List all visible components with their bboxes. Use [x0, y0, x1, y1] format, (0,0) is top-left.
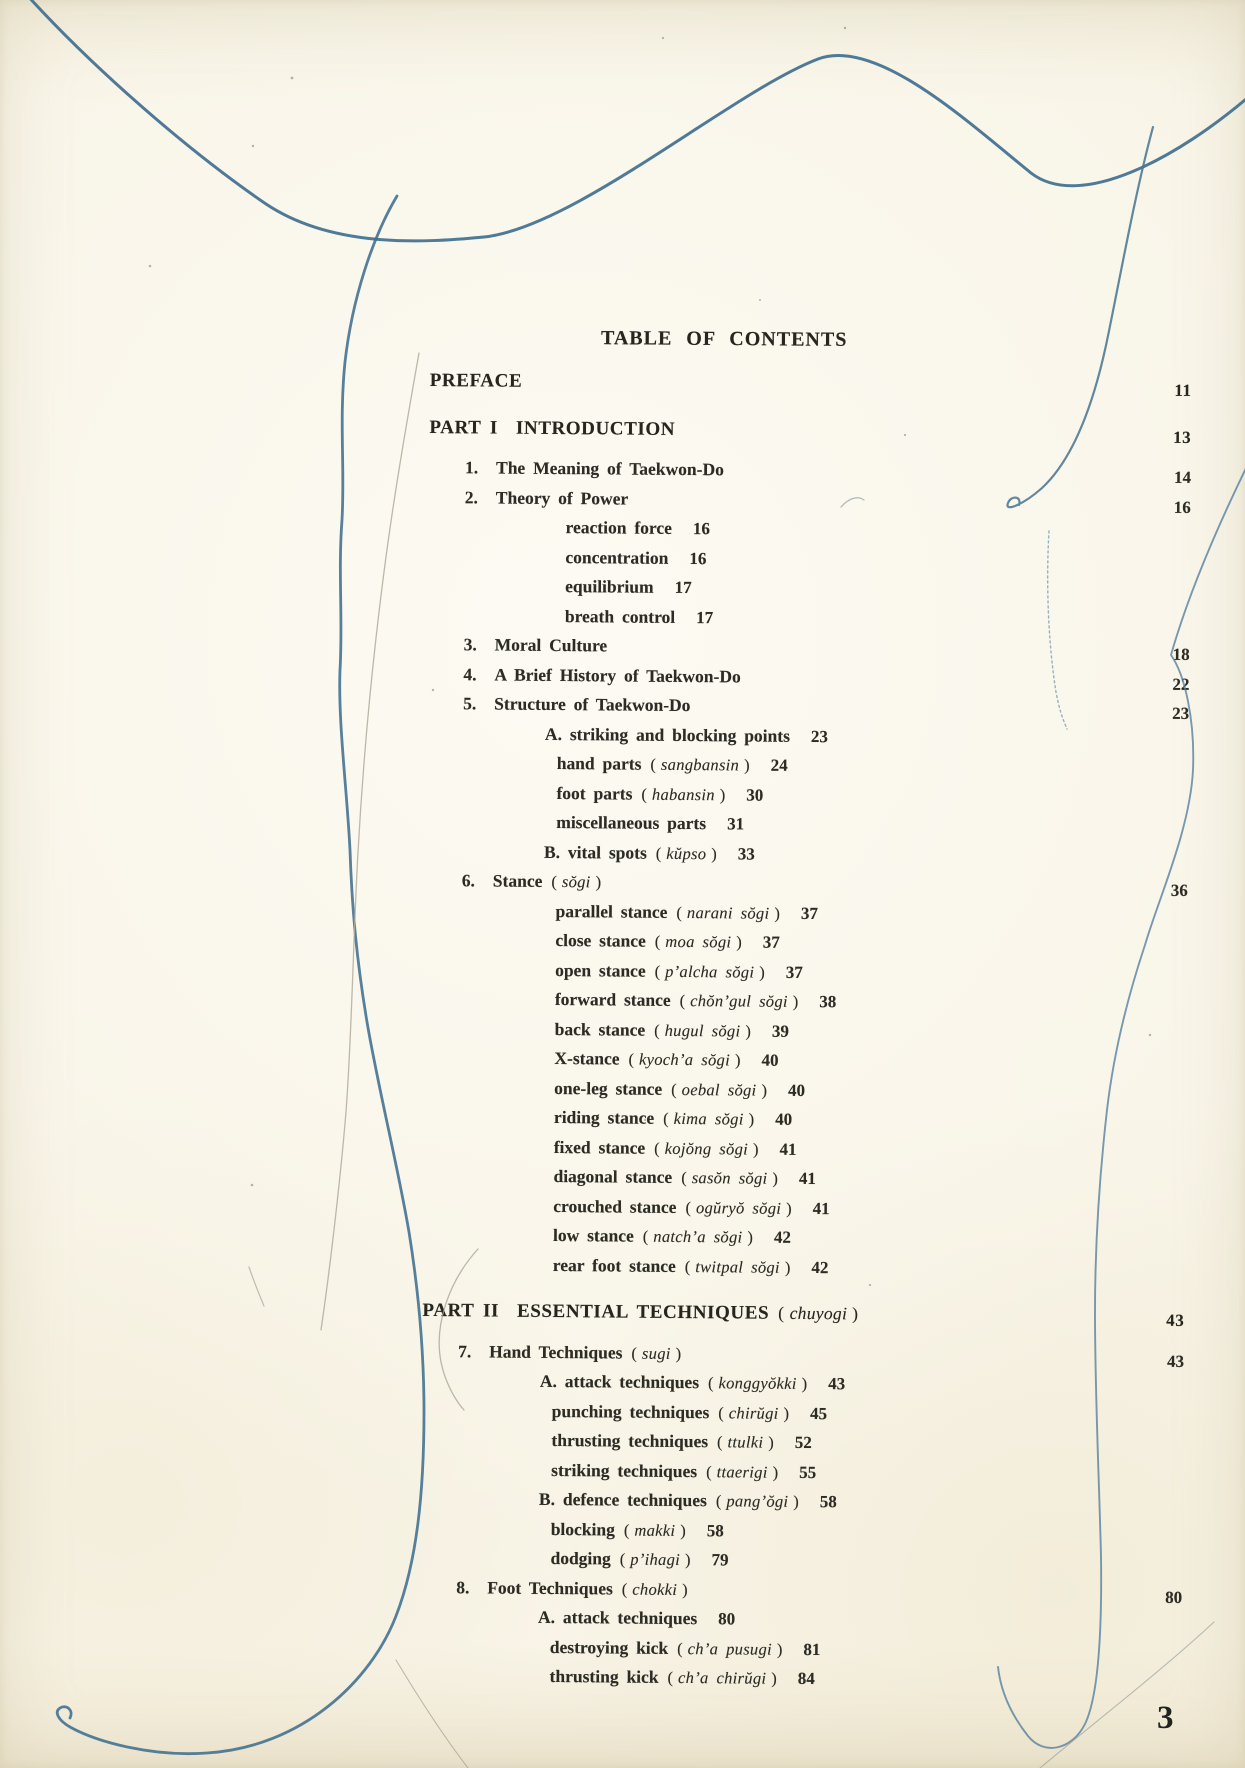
toc-row-number: 5. [463, 693, 477, 714]
toc-row-label-2: INTRODUCTION [515, 417, 676, 440]
toc-row-page-margin: 22 [1172, 674, 1190, 694]
toc-row-page-inline: 37 [762, 932, 780, 952]
toc-row-term-text: ogŭryŏ sŏgi [695, 1197, 782, 1218]
toc-row-page-inline: 55 [799, 1462, 817, 1482]
toc-row-label: A. attack techniques [539, 1370, 700, 1393]
open-paren: ( [684, 1256, 691, 1276]
toc-row-term [641, 784, 725, 804]
toc-row-label: diagonal stance [553, 1165, 673, 1187]
toc-row [423, 1249, 1185, 1284]
toc-row-page-inline: 41 [812, 1198, 830, 1218]
toc-row-number: 6. [461, 870, 476, 891]
toc-row-label: riding stance [553, 1106, 655, 1128]
toc-row-term [778, 1303, 859, 1324]
pencil-tick-left [249, 1267, 264, 1306]
toc-row-label: open stance [555, 959, 646, 981]
toc-row-label: breath control [564, 605, 676, 627]
toc-row-page-inline: 52 [794, 1432, 812, 1453]
toc-row-label: A. striking and blocking points [544, 723, 791, 746]
close-paren: ) [786, 1198, 792, 1218]
toc-row-page-margin: 23 [1172, 703, 1190, 723]
toc-row-label: back stance [554, 1018, 646, 1040]
toc-row-label: dodging [550, 1547, 611, 1569]
toc-row-page-margin: 80 [1165, 1587, 1183, 1607]
toc-row-label: foot parts [556, 782, 633, 804]
toc-row-term [655, 961, 765, 981]
close-paren: ) [759, 962, 765, 982]
toc-row-term [706, 1462, 778, 1482]
toc-row-term [677, 1638, 782, 1658]
close-paren: ) [685, 1550, 691, 1570]
toc-row-term [717, 1432, 774, 1451]
toc-row-term [551, 872, 601, 891]
toc-row-label: reaction force [565, 517, 673, 538]
toc-row-number: 8. [456, 1576, 470, 1597]
close-paren: ) [771, 1668, 777, 1688]
toc-row-page-margin: 18 [1172, 644, 1190, 664]
toc-row-label: The Meaning of Taekwon-Do [495, 457, 724, 480]
toc-row-label: X-stance [554, 1047, 620, 1069]
toc-row-term-text: p’alcha sŏgi [665, 961, 755, 982]
toc-row-page-inline: 40 [787, 1080, 806, 1100]
toc-row [430, 366, 1192, 401]
open-paren: ( [623, 1520, 630, 1540]
toc-row-term-text: kojŏng sŏgi [664, 1138, 749, 1159]
toc-row-term-text: p’ihagi [630, 1549, 681, 1570]
toc-row-term [655, 932, 742, 952]
toc-row-page-inline: 30 [746, 784, 764, 805]
close-paren: ) [761, 1080, 768, 1100]
open-paren: ( [654, 1138, 660, 1158]
toc-row-term [654, 1020, 751, 1040]
open-paren: ( [663, 1108, 669, 1128]
toc-row-term [668, 1668, 777, 1688]
open-paren: ( [671, 1079, 677, 1099]
toc-row-term [656, 843, 717, 862]
close-paren: ) [768, 1432, 774, 1452]
close-paren: ) [719, 784, 726, 804]
open-paren: ( [681, 1167, 687, 1188]
open-paren: ( [621, 1579, 628, 1599]
toc-row-label: thrusting techniques [551, 1429, 709, 1452]
toc-row-label: Structure of Taekwon-Do [494, 693, 691, 716]
open-paren: ( [706, 1461, 712, 1481]
toc-row-page-margin: 16 [1173, 497, 1191, 517]
close-paren: ) [711, 843, 717, 863]
toc-row-page-inline: 31 [727, 814, 745, 834]
close-paren: ) [792, 991, 799, 1011]
pen-stroke-left-strand [57, 196, 424, 1754]
toc-row-term-text: ch’a chirŭgi [678, 1667, 767, 1688]
toc-row-label: fixed stance [553, 1136, 646, 1158]
toc-row-label: Theory of Power [495, 487, 629, 509]
toc-row-page-margin: 36 [1170, 880, 1188, 900]
toc-row-label: Moral Culture [494, 634, 608, 656]
toc-row-term [681, 1168, 778, 1188]
toc-row-page-inline: 40 [775, 1109, 793, 1129]
toc-row-term [631, 1343, 681, 1362]
close-paren: ) [783, 1403, 790, 1423]
toc-row-label: miscellaneous parts [556, 812, 707, 834]
open-paren: ( [631, 1343, 638, 1363]
toc-row-term [663, 1109, 754, 1129]
toc-row-term [680, 991, 799, 1011]
toc-row-term-text: pang’ŏgi [726, 1491, 789, 1511]
toc-row-term-text: ch’a pusugi [687, 1638, 773, 1659]
toc-row-term [624, 1520, 686, 1539]
toc-row-page-inline: 33 [737, 843, 755, 864]
toc-row-number: 7. [458, 1340, 472, 1361]
toc-row-label: PART I [429, 416, 499, 439]
close-paren: ) [747, 1227, 754, 1247]
toc-row-page-inline: 81 [803, 1639, 821, 1659]
toc-row-label: Stance [492, 870, 543, 891]
open-paren: ( [650, 754, 657, 774]
close-paren: ) [793, 1491, 799, 1511]
open-paren: ( [667, 1667, 674, 1687]
toc-row-page-inline: 38 [819, 992, 837, 1012]
open-paren: ( [641, 784, 648, 804]
close-paren: ) [801, 1373, 808, 1393]
close-paren: ) [772, 1462, 779, 1482]
toc-row-label: PART II [422, 1299, 500, 1322]
close-paren: ) [784, 1257, 791, 1277]
close-paren: ) [682, 1579, 688, 1599]
toc-row-page-inline: 84 [797, 1668, 815, 1689]
close-paren: ) [745, 1020, 751, 1041]
toc-row-label-2: ESSENTIAL TECHNIQUES [516, 1300, 770, 1324]
toc-row-number: 2. [464, 486, 479, 507]
toc-row-term-text: sugi [641, 1343, 671, 1363]
toc-row-term [620, 1550, 691, 1570]
toc-row-label: Foot Techniques [487, 1576, 613, 1598]
toc-row-label: one-leg stance [554, 1077, 663, 1099]
toc-row-term [708, 1373, 807, 1393]
open-paren: ( [679, 990, 686, 1011]
toc-row-term-text: chirŭgi [728, 1402, 779, 1423]
toc-row-term-text: makki [634, 1520, 676, 1540]
toc-row-label: rear foot stance [552, 1254, 676, 1276]
toc-row-term-text: chuyogi [789, 1302, 848, 1324]
toc-row-term [685, 1198, 791, 1218]
page-title: TABLE OF CONTENTS [600, 327, 848, 351]
toc-row-term-text: moa sŏgi [665, 931, 732, 952]
close-paren: ) [734, 1050, 741, 1070]
toc-row-page-inline: 45 [810, 1403, 828, 1423]
toc-row-label: striking techniques [551, 1459, 698, 1481]
toc-row-page-inline: 41 [798, 1168, 817, 1189]
toc-row-term-text: ttaerigi [716, 1461, 768, 1482]
toc-row-term-text: chŏn’gul sŏgi [690, 991, 788, 1011]
toc-row-page-margin: 11 [1174, 380, 1192, 400]
toc-row-label: forward stance [554, 989, 671, 1010]
open-paren: ( [717, 1432, 723, 1452]
toc-row-label: parallel stance [555, 900, 668, 922]
toc-row-label: B. defence techniques [538, 1488, 707, 1511]
close-paren: ) [680, 1520, 686, 1540]
toc-row [419, 1661, 1181, 1696]
toc-row-number: 1. [464, 457, 479, 478]
toc-row-label: thrusting kick [549, 1665, 659, 1687]
toc-row-term [643, 1227, 753, 1247]
toc-row-page-inline: 16 [692, 519, 711, 539]
open-paren: ( [551, 871, 557, 892]
toc-row-page-inline: 17 [674, 577, 692, 598]
open-paren: ( [715, 1491, 722, 1511]
open-paren: ( [778, 1302, 785, 1323]
toc-row-page-inline: 43 [828, 1374, 846, 1394]
toc-row-number: 4. [463, 663, 477, 684]
toc-row-page-inline: 42 [773, 1227, 792, 1247]
open-paren: ( [654, 961, 661, 981]
open-paren: ( [654, 1020, 660, 1040]
toc-row-page-inline: 37 [800, 903, 818, 923]
toc-row-label: destroying kick [549, 1636, 669, 1658]
open-paren: ( [685, 1197, 692, 1217]
toc-row-page-inline: 58 [819, 1492, 837, 1512]
toc-row-term-text: hugul sŏgi [664, 1020, 741, 1040]
open-paren: ( [707, 1373, 714, 1393]
toc-row-label: punching techniques [551, 1400, 710, 1422]
toc-row-label: B. vital spots [543, 841, 647, 863]
close-paren: ) [774, 903, 780, 923]
toc-row-page-inline: 40 [761, 1050, 779, 1070]
toc-row-page-inline: 58 [706, 1520, 724, 1540]
toc-row-term [628, 1050, 740, 1070]
toc-row-term-text: habansin [651, 784, 715, 804]
toc-row-page-inline: 23 [810, 726, 829, 746]
close-paren: ) [748, 1109, 755, 1129]
toc-list [419, 349, 1192, 1696]
open-paren: ( [628, 1049, 635, 1069]
toc-row-page-inline: 42 [811, 1257, 829, 1277]
toc-row-page-inline: 17 [696, 607, 714, 627]
close-paren: ) [776, 1639, 783, 1659]
toc-row-term-text: sasŏn sŏgi [691, 1168, 768, 1188]
toc-row-term-text: sŏgi [561, 872, 591, 892]
open-paren: ( [677, 1638, 683, 1658]
toc-row-label: A Brief History of Taekwon-Do [494, 664, 741, 686]
close-paren: ) [772, 1168, 779, 1188]
toc-row [429, 412, 1191, 447]
toc-row-page-margin: 14 [1173, 467, 1192, 487]
toc-row-term-text: narani sŏgi [686, 902, 770, 923]
toc-row-label: close stance [555, 930, 646, 951]
toc-row-label: PREFACE [429, 369, 523, 392]
close-paren: ) [852, 1303, 859, 1324]
toc-row-term [718, 1403, 789, 1423]
toc-row-page-inline: 41 [779, 1139, 797, 1159]
close-paren: ) [675, 1343, 682, 1363]
toc-row-term-text: natch’a sŏgi [653, 1226, 743, 1247]
toc-row-label: low stance [552, 1224, 634, 1246]
toc-row-label: Hand Techniques [489, 1340, 623, 1363]
toc-row-term-text: konggyŏkki [718, 1373, 797, 1393]
open-paren: ( [655, 843, 662, 863]
toc-row-page-inline: 37 [785, 962, 803, 982]
open-paren: ( [642, 1226, 649, 1246]
toc-row-page-inline: 24 [770, 755, 788, 775]
toc-row-term [676, 902, 780, 922]
toc-row [422, 1296, 1184, 1331]
toc-row-term [716, 1491, 799, 1511]
toc-row-label: equilibrium [565, 576, 654, 597]
toc-row-label: A. attack techniques [537, 1606, 698, 1629]
open-paren: ( [718, 1402, 724, 1422]
toc-row-number: 3. [463, 634, 477, 655]
toc-row-term-text: kima sŏgi [673, 1108, 744, 1129]
toc-row-term-text: ttulki [727, 1432, 764, 1452]
close-paren: ) [744, 755, 750, 775]
open-paren: ( [654, 931, 661, 951]
close-paren: ) [736, 932, 742, 952]
toc-row-term-text: kyoch’a sŏgi [638, 1049, 731, 1070]
toc-row-label: concentration [565, 546, 669, 568]
close-paren: ) [595, 872, 602, 892]
pen-stroke-top-wave [26, 0, 1245, 241]
toc-row-page-margin: 43 [1167, 1351, 1185, 1371]
toc-row-term-text: chokki [632, 1579, 678, 1599]
open-paren: ( [676, 902, 683, 922]
toc-row-page-margin: 43 [1166, 1310, 1185, 1330]
toc-row-term-text: kŭpso [666, 843, 707, 863]
toc-row-term-text: twitpal sŏgi [695, 1256, 780, 1277]
open-paren: ( [619, 1549, 626, 1569]
toc-row-term [650, 755, 749, 775]
toc-row-page-inline: 79 [711, 1550, 729, 1570]
toc-row-term [654, 1138, 758, 1158]
toc-row-term [685, 1257, 791, 1277]
toc-row-page-margin: 13 [1173, 427, 1192, 447]
toc-row-label: blocking [550, 1518, 616, 1539]
toc-row-label: crouched stance [553, 1195, 677, 1217]
page-number: 3 [1157, 1700, 1174, 1736]
toc-row-term [622, 1579, 688, 1599]
toc-row-label: hand parts [556, 753, 642, 774]
toc-row-term-text: sangbansin [660, 754, 740, 775]
toc-row-term [671, 1079, 767, 1099]
toc-row-page-inline: 39 [771, 1021, 789, 1041]
close-paren: ) [752, 1139, 759, 1159]
toc-row-term-text: oebal sŏgi [681, 1079, 757, 1100]
pencil-stroke-middle [321, 353, 419, 1330]
toc-row-page-inline: 80 [718, 1609, 736, 1629]
toc-row-page-inline: 16 [689, 548, 707, 568]
